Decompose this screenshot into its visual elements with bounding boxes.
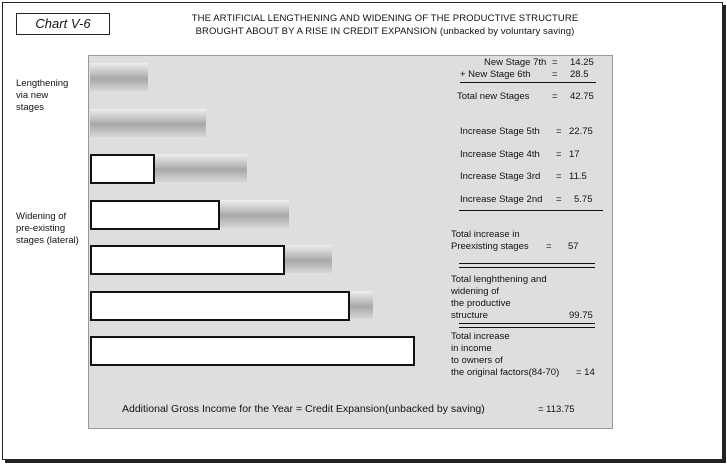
new-stage-6-label: + New Stage 6th	[460, 69, 531, 80]
total-income-increase	[451, 331, 559, 379]
stage-increase-bar	[285, 245, 332, 273]
widening-label-line: pre-existing	[16, 223, 66, 234]
increase-stage-4-label: Increase Stage 4th	[460, 149, 540, 160]
total-increase-line: Preexisting stages	[451, 241, 529, 252]
income-value: = 14	[576, 367, 595, 378]
income-line: in income	[451, 343, 492, 354]
widening-label-line: stages (lateral)	[16, 235, 79, 246]
title-line-2: BROUGHT ABOUT BY A RISE IN CREDIT EXPANSION (unbacked by voluntary saving)	[195, 26, 575, 37]
stage-increase-bar	[220, 200, 289, 228]
lengthening-label-line: Lengthening	[16, 78, 69, 89]
total-lengthening-widening	[451, 274, 547, 322]
double-rule-2-top	[459, 323, 595, 324]
increase-stage-2-eq: =	[556, 194, 562, 205]
stage-increase-bar	[155, 154, 247, 182]
chart-number-label: Chart V-6	[16, 13, 110, 35]
preexisting-stage-bar	[90, 200, 220, 230]
footer-value: = 113.75	[538, 404, 575, 415]
new-stage-7-label: New Stage 7th	[484, 57, 547, 68]
double-rule-bottom	[459, 267, 595, 268]
chart-title	[150, 12, 620, 38]
rule-increases	[459, 210, 603, 211]
increase-stage-3-eq: =	[556, 171, 562, 182]
increase-stage-4-value: 17	[569, 149, 580, 160]
footer-text: Additional Gross Income for the Year = Credit Expansion(unbacked by saving)	[122, 403, 485, 415]
total-increase-line: Total increase in	[451, 229, 520, 240]
total-new-stages-label: Total new Stages	[457, 91, 530, 102]
increase-stage-5-value: 22.75	[569, 126, 593, 137]
preexisting-stage-bar	[90, 291, 350, 321]
stage-increase-bar	[90, 63, 148, 91]
rule-new-stages	[460, 82, 596, 83]
total-lw-line: widening of	[451, 286, 500, 297]
lengthening-label-line: via new	[16, 90, 49, 101]
lengthening-label	[16, 78, 68, 114]
preexisting-stage-bar	[90, 154, 155, 184]
new-stage-6-eq: =	[552, 69, 558, 80]
new-stage-7-eq: =	[552, 57, 558, 68]
double-rule-2-bottom	[459, 327, 595, 328]
total-increase-preexisting	[451, 229, 529, 253]
lengthening-label-line: stages	[16, 102, 44, 113]
widening-label	[16, 211, 79, 247]
increase-stage-4-eq: =	[556, 149, 562, 160]
total-new-stages-eq: =	[552, 91, 558, 102]
stage-increase-bar	[90, 109, 206, 137]
increase-stage-3-label: Increase Stage 3rd	[460, 171, 541, 182]
income-line: Total increase	[451, 331, 510, 342]
total-increase-eq: =	[546, 241, 552, 252]
preexisting-stage-bar	[90, 336, 415, 366]
total-lw-line: Total lenghthening and	[451, 274, 547, 285]
total-lw-line: structure	[451, 310, 488, 321]
increase-stage-5-label: Increase Stage 5th	[460, 126, 540, 137]
increase-stage-5-eq: =	[556, 126, 562, 137]
preexisting-stage-bar	[90, 245, 285, 275]
income-line: to owners of	[451, 355, 503, 366]
increase-stage-2-value: 5.75	[574, 194, 593, 205]
increase-stage-3-value: 11.5	[569, 171, 587, 182]
title-line-1: THE ARTIFICIAL LENGTHENING AND WIDENING OF THE PRODUCTIVE STRUCTURE	[191, 13, 579, 24]
total-increase-value: 57	[568, 241, 579, 252]
new-stage-6-value: 28.5	[570, 69, 589, 80]
new-stage-7-value: 14.25	[570, 57, 594, 68]
stage-increase-bar	[350, 291, 373, 319]
double-rule-top	[459, 263, 595, 264]
total-new-stages-value: 42.75	[570, 91, 594, 102]
total-lw-line: the productive	[451, 298, 511, 309]
increase-stage-2-label: Increase Stage 2nd	[460, 194, 543, 205]
income-line: the original factors(84-70)	[451, 367, 560, 378]
total-lw-value: 99.75	[569, 310, 593, 321]
widening-label-line: Widening of	[16, 211, 67, 222]
